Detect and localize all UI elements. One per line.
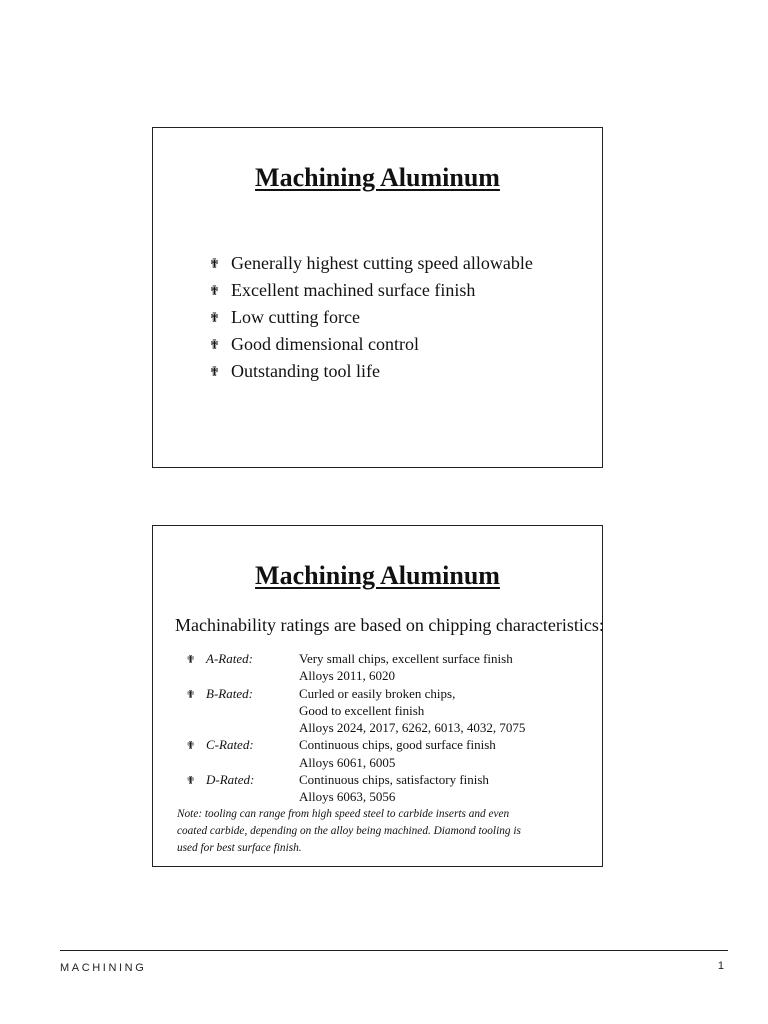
rating-b (186, 685, 586, 737)
rating-label: D-Rated: (206, 772, 255, 788)
cross-bullet-icon: ✟ (186, 775, 196, 788)
list-item: ✟ Outstanding tool life (209, 361, 380, 381)
cross-bullet-icon: ✟ (209, 256, 220, 271)
rating-d (186, 771, 586, 806)
list-item: ✟ Generally highest cutting speed allowable (209, 253, 533, 273)
rating-label: A-Rated: (206, 651, 253, 666)
slide-2 (152, 525, 603, 867)
tooling-note: Note: tooling can range from high speed steel to carbide inserts and even coated carbide, depending on the alloy being machined. Diamond tooling is used for best surface finish. (177, 808, 521, 854)
list-item: ✟ Good dimensional control (209, 334, 419, 354)
rating-c (186, 736, 586, 771)
rating-alloys: Alloys 2011, 6020 (299, 668, 395, 684)
rating-label: C-Rated: (206, 737, 254, 753)
rating-alloys: Alloys 2024, 2017, 6262, 6013, 4032, 7075 (299, 720, 526, 736)
rating-description: Very small chips, excellent surface finish (299, 651, 513, 666)
cross-bullet-icon: ✟ (209, 364, 220, 379)
rating-description: Good to excellent finish (299, 702, 425, 718)
rating-alloys: Alloys 6063, 5056 (299, 789, 396, 805)
footer-section-label: MACHINING (60, 962, 147, 974)
list-item: ✟ Low cutting force (209, 307, 360, 327)
slide-1-title: Machining Aluminum (255, 163, 500, 192)
page-number: 1 (717, 960, 724, 972)
slide-2-subtitle: Machinability ratings are based on chipping characteristics: (175, 615, 604, 635)
rating-description: Curled or easily broken chips, (299, 685, 456, 701)
cross-bullet-icon: ✟ (209, 310, 220, 325)
machinability-ratings (186, 650, 586, 806)
cross-bullet-icon: ✟ (209, 283, 220, 298)
footer-divider (60, 950, 728, 951)
rating-description: Continuous chips, good surface finish (299, 737, 496, 753)
slide-2-title: Machining Aluminum (255, 561, 500, 590)
rating-label: B-Rated: (206, 685, 253, 701)
rating-alloys: Alloys 6061, 6005 (299, 754, 396, 770)
rating-a (186, 650, 586, 685)
slide-1-bullet-list (209, 250, 533, 385)
cross-bullet-icon: ✟ (186, 688, 196, 701)
slide-1 (152, 127, 603, 468)
list-item: ✟ Excellent machined surface finish (209, 280, 476, 300)
cross-bullet-icon: ✟ (186, 740, 196, 753)
rating-description: Continuous chips, satisfactory finish (299, 772, 489, 788)
cross-bullet-icon: ✟ (209, 337, 220, 352)
cross-bullet-icon: ✟ (186, 654, 196, 666)
